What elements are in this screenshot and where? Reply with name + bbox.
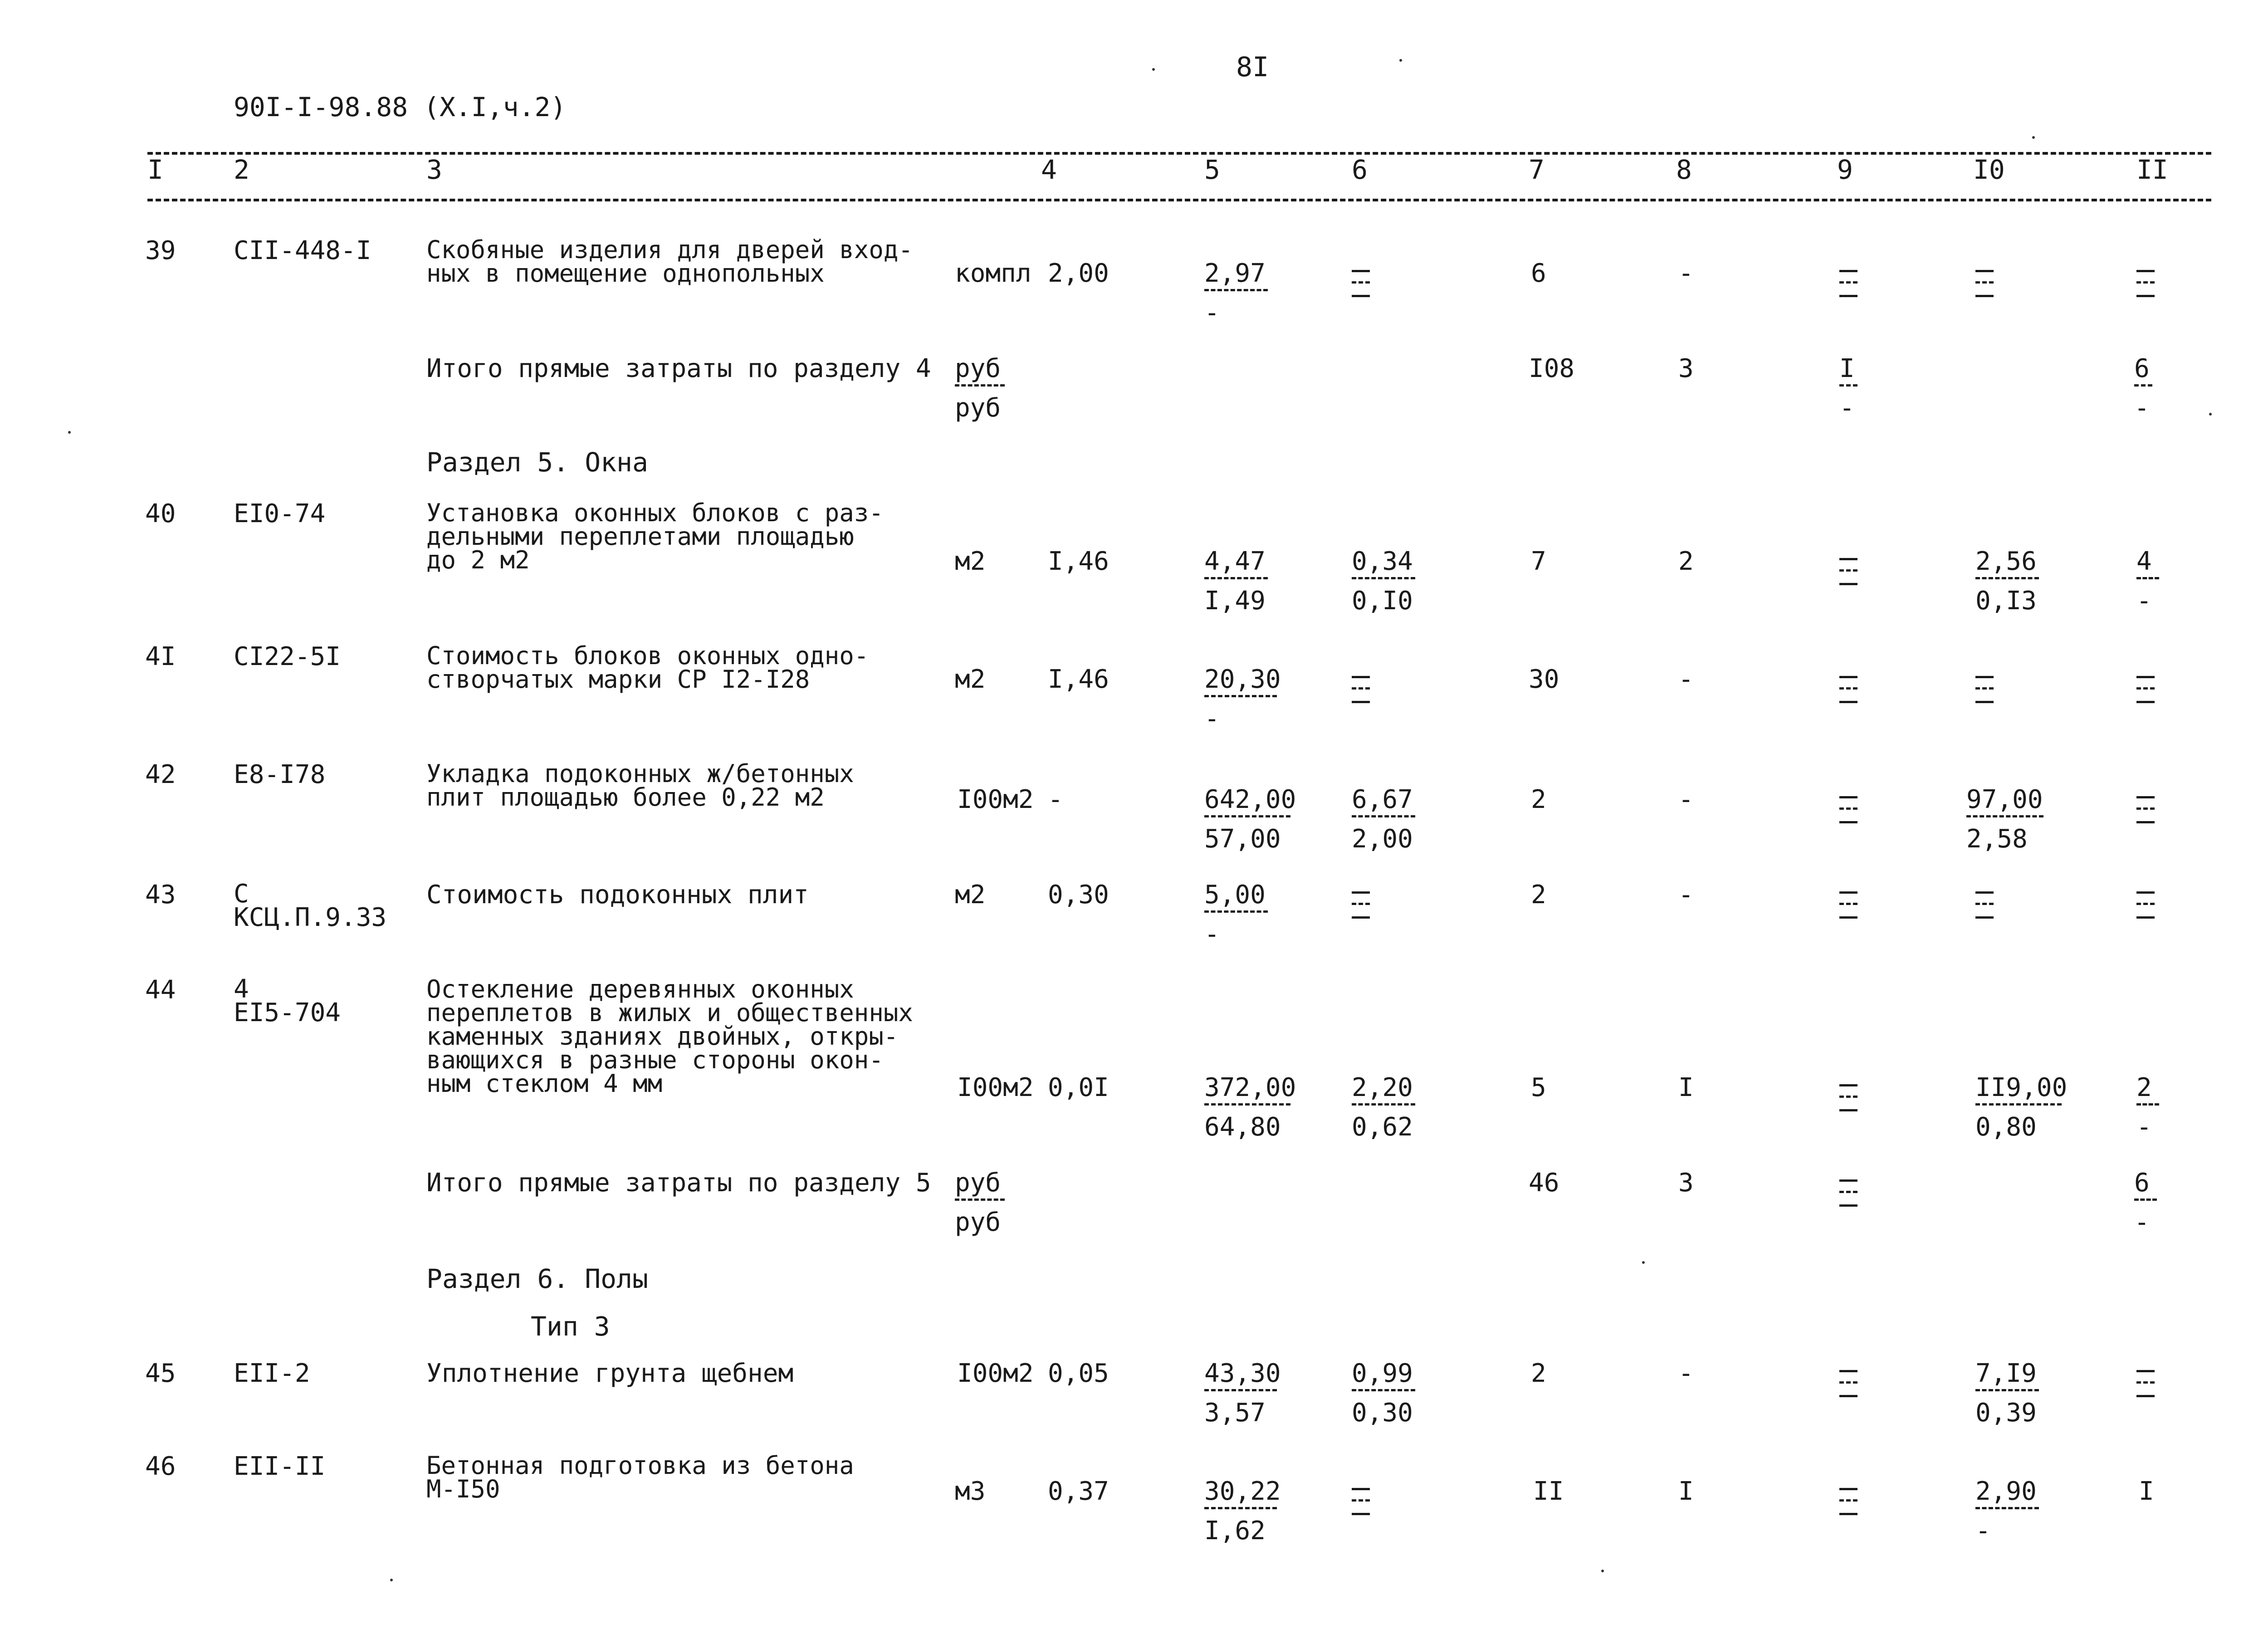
row-col6-dash: [1352, 1479, 1370, 1524]
row-code: СI22-5I: [234, 642, 341, 671]
row-col10-fraction: [1975, 1479, 2039, 1544]
col-header-10: I0: [1973, 154, 2005, 185]
row-code: С КСЦ.П.9.33: [234, 879, 387, 932]
row-no: 40: [145, 499, 176, 528]
row-unit: I00м2: [957, 1073, 1034, 1102]
row-col8: -: [1678, 665, 1694, 694]
col10-value: 2,90: [1975, 1477, 2037, 1506]
row-no: 39: [145, 236, 176, 265]
row-col9-dash: [1839, 1361, 1857, 1406]
row-col11-dash: [2136, 882, 2155, 928]
row-col10-dash: [1975, 261, 1994, 306]
header-bottom-rule: [147, 199, 2211, 201]
total-label: Итого прямые затраты по разделу 4: [426, 354, 931, 383]
col6-subvalue: 0,30: [1352, 1398, 1413, 1428]
row-no: 43: [145, 880, 176, 910]
total-unit-sub: руб: [955, 1208, 1001, 1237]
scan-speck: [390, 1579, 393, 1581]
section-title: Раздел 6. Полы: [426, 1263, 648, 1294]
row-col6-dash: [1352, 667, 1370, 712]
row-col5-fraction: [1204, 1073, 1296, 1142]
row-col9-dash: [1839, 1075, 1857, 1120]
total-col7: I08: [1529, 354, 1575, 383]
col-header-4: 4: [1041, 154, 1057, 185]
row-col6-fraction: [1352, 1075, 1415, 1140]
col10-value: 97,00: [1966, 785, 2043, 814]
document-code: 90I-I-98.88 (X.I,ч.2): [234, 92, 567, 122]
row-col8: I: [1678, 1073, 1694, 1102]
col10-subvalue: 0,I3: [1975, 586, 2037, 616]
scan-speck: [2209, 413, 2212, 416]
row-quantity: I,46: [1048, 547, 1109, 576]
row-col11-dash: [2136, 1361, 2155, 1406]
row-unit: компл: [955, 259, 1031, 288]
row-col7: 2: [1531, 785, 1546, 814]
total-unit-fraction: [955, 356, 1005, 421]
row-quantity: 2,00: [1048, 259, 1109, 288]
row-col9-dash: [1839, 1479, 1857, 1524]
row-code: ЕI0-74: [234, 499, 326, 528]
scan-speck: [1399, 59, 1402, 62]
row-no: 46: [145, 1452, 176, 1481]
total-col9: I: [1839, 354, 1855, 383]
row-col5-fraction: [1204, 882, 1268, 947]
page-number: 8I: [1236, 51, 1269, 83]
total-col11: 6: [2134, 1168, 2150, 1198]
col5-subvalue: -: [1204, 704, 1220, 734]
row-code: 4 ЕI5-704: [234, 974, 341, 1027]
col-header-9: 9: [1837, 154, 1853, 185]
row-col10-fraction: [1975, 1361, 2039, 1426]
row-col11-dash: [2136, 787, 2155, 832]
row-quantity: 0,0I: [1048, 1073, 1109, 1102]
row-col7: 2: [1531, 1359, 1546, 1388]
row-code: ЕII-2: [234, 1359, 310, 1388]
col11-value: 2: [2136, 1073, 2152, 1102]
col5-subvalue: I,49: [1204, 586, 1266, 616]
row-col7: 30: [1529, 665, 1559, 694]
row-no: 4I: [145, 642, 176, 671]
col6-subvalue: 0,I0: [1352, 586, 1413, 616]
header-top-rule: [147, 152, 2211, 155]
col5-subvalue: 64,80: [1204, 1112, 1281, 1142]
row-quantity: 0,05: [1048, 1359, 1109, 1388]
col10-value: 7,I9: [1975, 1359, 2037, 1388]
row-col11-fraction: [2136, 549, 2159, 614]
total-col9-dash: [1839, 1170, 1857, 1216]
col11-value: 4: [2136, 547, 2152, 576]
row-col8: I: [1678, 1477, 1694, 1506]
row-col9-dash: [1839, 882, 1857, 928]
row-col6-dash: [1352, 261, 1370, 306]
row-unit: м2: [955, 880, 986, 910]
col5-value: 30,22: [1204, 1477, 1281, 1506]
col10-value: II9,00: [1975, 1073, 2068, 1102]
col5-value: 4,47: [1204, 547, 1266, 576]
row-description: Скобяные изделия для дверей вход- ных в помещение однопольных: [426, 235, 913, 288]
row-col10-dash: [1975, 667, 1994, 712]
row-col9-dash: [1839, 787, 1857, 832]
row-col11: I: [2139, 1477, 2154, 1506]
row-col8: -: [1678, 259, 1694, 288]
row-unit: I00м2: [957, 1359, 1034, 1388]
total-col8: 3: [1678, 1168, 1694, 1198]
scan-speck: [2032, 136, 2035, 139]
row-col8: -: [1678, 785, 1694, 814]
col-header-8: 8: [1676, 154, 1692, 185]
col5-value: 372,00: [1204, 1073, 1296, 1102]
col10-subvalue: 0,39: [1975, 1398, 2037, 1428]
col-header-11: II: [2136, 154, 2168, 185]
total-col11-fraction: [2134, 1170, 2157, 1235]
row-col6-fraction: [1352, 1361, 1415, 1426]
row-col7: II: [1533, 1477, 1564, 1506]
col5-value: 2,97: [1204, 259, 1266, 288]
row-col11-fraction: [2136, 1075, 2159, 1140]
row-col5-fraction: [1204, 1477, 1281, 1546]
total-col9-sub: -: [1839, 393, 1855, 423]
row-code: СII-448-I: [234, 236, 371, 265]
row-quantity: 0,30: [1048, 880, 1109, 910]
section-subtitle: Тип 3: [531, 1311, 610, 1342]
row-col11-dash: [2136, 261, 2155, 306]
row-description: Бетонная подготовка из бетона М-I50: [426, 1451, 854, 1503]
col6-subvalue: 2,00: [1352, 824, 1413, 854]
col11-subvalue: -: [2136, 586, 2152, 616]
row-quantity: I,46: [1048, 665, 1109, 694]
row-col9-dash: [1839, 261, 1857, 306]
col5-value: 642,00: [1204, 785, 1296, 814]
row-col10-fraction: [1966, 787, 2043, 852]
row-col7: 2: [1531, 880, 1546, 910]
row-unit: м3: [955, 1477, 986, 1506]
col5-subvalue: -: [1204, 920, 1220, 949]
col-header-6: 6: [1352, 154, 1368, 185]
col5-value: 43,30: [1204, 1359, 1281, 1388]
total-col11-sub: -: [2134, 1208, 2150, 1237]
col10-value: 2,56: [1975, 547, 2037, 576]
row-col10-fraction: [1975, 1073, 2068, 1142]
row-no: 44: [145, 975, 176, 1005]
total-unit-sub: руб: [955, 393, 1001, 423]
row-col10-dash: [1975, 882, 1994, 928]
row-col8: 2: [1678, 547, 1694, 576]
row-code: ЕII-II: [234, 1452, 326, 1481]
total-unit-fraction: [955, 1170, 1005, 1235]
col5-subvalue: -: [1204, 298, 1220, 328]
col5-subvalue: 3,57: [1204, 1398, 1266, 1428]
row-unit: м2: [955, 665, 986, 694]
row-col6-fraction: [1352, 549, 1415, 614]
total-col11-fraction: [2134, 356, 2152, 421]
col6-value: 0,99: [1352, 1359, 1413, 1388]
col6-value: 0,34: [1352, 547, 1413, 576]
col5-subvalue: I,62: [1204, 1516, 1266, 1546]
total-col9-fraction: [1839, 356, 1857, 421]
row-description: Установка оконных блоков с раз- дельными переплетами площадью до 2 м2: [426, 499, 884, 574]
row-col5-fraction: [1204, 261, 1268, 326]
total-unit: руб: [955, 1168, 1001, 1198]
col-header-7: 7: [1529, 154, 1545, 185]
row-col6-dash: [1352, 882, 1370, 928]
scan-speck: [1152, 68, 1155, 71]
col5-subvalue: 57,00: [1204, 824, 1281, 854]
row-col7: 7: [1531, 547, 1546, 576]
row-col5-fraction: [1204, 785, 1296, 854]
row-col6-fraction: [1352, 787, 1415, 852]
row-col7: 5: [1531, 1073, 1546, 1102]
row-description: Стоимость блоков оконных одно- створчатых марки СР I2-I28: [426, 641, 869, 694]
row-col8: -: [1678, 880, 1694, 910]
row-unit: I00м2: [957, 785, 1034, 814]
col10-subvalue: -: [1975, 1516, 1991, 1546]
col6-value: 2,20: [1352, 1073, 1413, 1102]
row-code: Е8-I78: [234, 760, 326, 789]
total-col7: 46: [1529, 1168, 1559, 1198]
row-col10-fraction: [1975, 549, 2039, 614]
row-description: Уплотнение грунта щебнем: [426, 1359, 794, 1388]
row-col9-dash: [1839, 549, 1857, 594]
row-description: Укладка подоконных ж/бетонных плит площадью более 0,22 м2: [426, 759, 854, 812]
row-quantity: -: [1048, 785, 1063, 814]
col11-subvalue: -: [2136, 1112, 2152, 1142]
total-col11-sub: -: [2134, 393, 2150, 423]
row-col5-fraction: [1204, 1359, 1281, 1428]
col-header-3: 3: [426, 154, 442, 185]
col5-value: 5,00: [1204, 880, 1266, 910]
row-col9-dash: [1839, 667, 1857, 712]
scan-speck: [1601, 1570, 1604, 1572]
row-no: 45: [145, 1359, 176, 1388]
col6-value: 6,67: [1352, 785, 1413, 814]
row-col5-fraction: [1204, 549, 1268, 614]
scan-speck: [1642, 1261, 1645, 1264]
row-col11-dash: [2136, 667, 2155, 712]
section-title: Раздел 5. Окна: [426, 447, 648, 478]
row-description: Стоимость подоконных плит: [426, 880, 809, 910]
col-header-5: 5: [1204, 154, 1220, 185]
col-header-1: I: [147, 154, 163, 185]
col-header-2: 2: [234, 154, 249, 185]
row-description: Остекление деревянных оконных переплетов в жилых и общественных каменных зданиях двойных, откры- вающихся в разные стороны окон- ным стеклом 4 мм: [426, 975, 913, 1098]
col10-subvalue: 0,80: [1975, 1112, 2037, 1142]
row-col7: 6: [1531, 259, 1546, 288]
row-quantity: 0,37: [1048, 1477, 1109, 1506]
col10-subvalue: 2,58: [1966, 824, 2028, 854]
total-col8: 3: [1678, 354, 1694, 383]
col6-subvalue: 0,62: [1352, 1112, 1413, 1142]
col5-value: 20,30: [1204, 665, 1281, 694]
row-unit: м2: [955, 547, 986, 576]
total-label: Итого прямые затраты по разделу 5: [426, 1168, 931, 1198]
row-col5-fraction: [1204, 665, 1281, 734]
total-col11: 6: [2134, 354, 2150, 383]
row-no: 42: [145, 760, 176, 789]
total-unit: руб: [955, 354, 1001, 383]
row-col8: -: [1678, 1359, 1694, 1388]
scan-speck: [68, 431, 71, 434]
